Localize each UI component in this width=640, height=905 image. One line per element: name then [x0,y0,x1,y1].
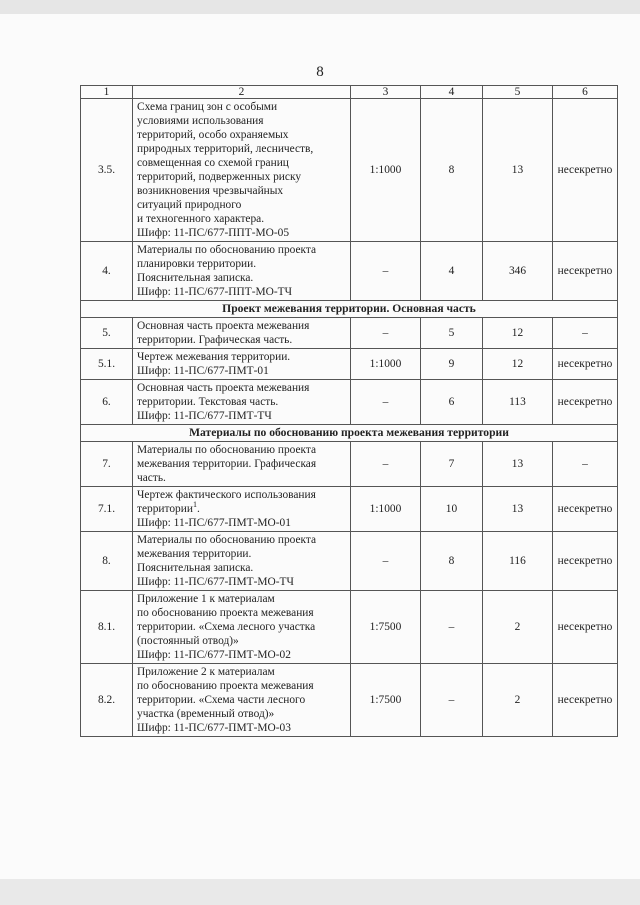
row-description [133,349,351,380]
row-secrecy: несекретно [553,242,618,301]
row-description [133,487,351,532]
row-col4: 9 [421,349,483,380]
description-line: территории. «Схема части лесного [137,694,306,706]
row-scale: 1:7500 [351,664,421,737]
table-row [81,591,618,664]
row-col5: 12 [483,318,553,349]
scan-top-shadow [0,0,640,14]
table-row [81,532,618,591]
row-number: 7.1. [81,487,133,532]
description-line: Шифр: 11-ПС/677-ПМТ-ТЧ [137,410,272,422]
description-line: Материалы по обоснованию проекта [137,244,317,256]
description-line: по обоснованию проекта межевания [137,680,314,692]
row-col5: 116 [483,532,553,591]
description-line: (постоянный отвод)» [137,635,239,647]
row-description [133,318,351,349]
description-line: Схема границ зон с особыми [137,101,278,113]
row-col4: 8 [421,532,483,591]
description-line: территории. Текстовая часть. [137,396,279,408]
row-scale: – [351,442,421,487]
row-col5: 13 [483,487,553,532]
description-line: Материалы по обоснованию проекта [137,534,317,546]
table-row [81,318,618,349]
description-line: Основная часть проекта межевания [137,382,310,394]
description-line: территорий, особо охраняемых [137,129,289,141]
section-heading-row [81,425,618,442]
table-row [81,442,618,487]
description-line: Шифр: 11-ПС/677-ПМТ-МО-ТЧ [137,576,294,588]
table-row [81,242,618,301]
description-line: Пояснительная записка. [137,562,254,574]
row-secrecy: несекретно [553,487,618,532]
row-col4: 8 [421,99,483,242]
row-number: 8.1. [81,591,133,664]
description-line: ситуаций природного [137,199,242,211]
description-line: природных территорий, лесничеств, [137,143,314,155]
description-line: межевания территории. [137,548,252,560]
header-cell: 6 [553,86,618,99]
table-header-row [81,86,618,99]
row-col4: 5 [421,318,483,349]
description-line: Шифр: 11-ПС/677-ПМТ-МО-02 [137,649,291,661]
row-secrecy: несекретно [553,349,618,380]
footnote-mark: 1 [192,500,197,510]
description-line: Материалы по обоснованию проекта [137,444,317,456]
description-line: совмещенная со схемой границ [137,157,289,169]
row-col4: – [421,591,483,664]
row-secrecy: несекретно [553,591,618,664]
row-description [133,442,351,487]
description-line: Пояснительная записка. [137,272,254,284]
description-line: Шифр: 11-ПС/677-ППТ-МО-ТЧ [137,286,293,298]
row-secrecy: несекретно [553,664,618,737]
row-description [133,242,351,301]
table-row [81,664,618,737]
row-number: 4. [81,242,133,301]
row-col5: 13 [483,99,553,242]
row-secrecy: – [553,442,618,487]
row-number: 8. [81,532,133,591]
description-line: по обоснованию проекта межевания [137,607,314,619]
row-number: 7. [81,442,133,487]
header-cell: 4 [421,86,483,99]
row-number: 3.5. [81,99,133,242]
description-line: Чертеж межевания территории. [137,351,291,363]
row-description [133,532,351,591]
row-secrecy: несекретно [553,380,618,425]
description-line: Шифр: 11-ПС/677-ПМТ-МО-01 [137,517,291,529]
row-number: 8.2. [81,664,133,737]
description-line: условиями использования [137,115,264,127]
row-col5: 113 [483,380,553,425]
row-scale: 1:7500 [351,591,421,664]
description-line: межевания территории. Графическая [137,458,317,470]
description-line: Основная часть проекта межевания [137,320,310,332]
row-description [133,664,351,737]
row-col5: 12 [483,349,553,380]
row-col5: 2 [483,591,553,664]
documents-table [80,85,618,737]
description-line: возникновения чрезвычайных [137,185,284,197]
description-line: участка (временный отвод)» [137,708,275,720]
row-description [133,380,351,425]
description-line: Чертеж фактического использования [137,489,316,501]
description-line: территорий, подверженных риску [137,171,302,183]
row-number: 5.1. [81,349,133,380]
description-line: Приложение 2 к материалам [137,666,275,678]
table-row [81,380,618,425]
row-description [133,591,351,664]
row-number: 6. [81,380,133,425]
description-line: Шифр: 11-ПС/677-ППТ-МО-05 [137,227,290,239]
row-scale: – [351,242,421,301]
description-line: Шифр: 11-ПС/677-ПМТ-МО-03 [137,722,291,734]
row-description [133,99,351,242]
description-line: территории. Графическая часть. [137,334,293,346]
table-row [81,99,618,242]
header-cell: 5 [483,86,553,99]
row-col4: 4 [421,242,483,301]
row-col4: 7 [421,442,483,487]
row-col5: 13 [483,442,553,487]
description-line: и техногенного характера. [137,213,265,225]
description-line: территории. «Схема лесного участка [137,621,316,633]
row-number: 5. [81,318,133,349]
row-col5: 2 [483,664,553,737]
description-line: территории$^1$. [137,500,200,515]
table-row [81,349,618,380]
header-cell: 2 [133,86,351,99]
table-row [81,487,618,532]
row-scale: 1:1000 [351,349,421,380]
section-heading: Материалы по обоснованию проекта межевания территории [81,425,618,442]
row-col4: 6 [421,380,483,425]
description-line: Приложение 1 к материалам [137,593,275,605]
row-secrecy: – [553,318,618,349]
section-heading: Проект межевания территории. Основная часть [81,301,618,318]
row-col4: 10 [421,487,483,532]
description-line: часть. [137,472,166,484]
row-col5: 346 [483,242,553,301]
row-secrecy: несекретно [553,99,618,242]
page-number: 8 [316,64,324,80]
row-scale: 1:1000 [351,487,421,532]
header-cell: 3 [351,86,421,99]
row-scale: – [351,532,421,591]
row-scale: – [351,318,421,349]
description-line: планировки территории. [137,258,257,270]
row-secrecy: несекретно [553,532,618,591]
section-heading-row [81,301,618,318]
row-scale: – [351,380,421,425]
row-col4: – [421,664,483,737]
description-line: Шифр: 11-ПС/677-ПМТ-01 [137,365,269,377]
header-cell: 1 [81,86,133,99]
scan-bottom-shadow [0,879,640,905]
row-scale: 1:1000 [351,99,421,242]
